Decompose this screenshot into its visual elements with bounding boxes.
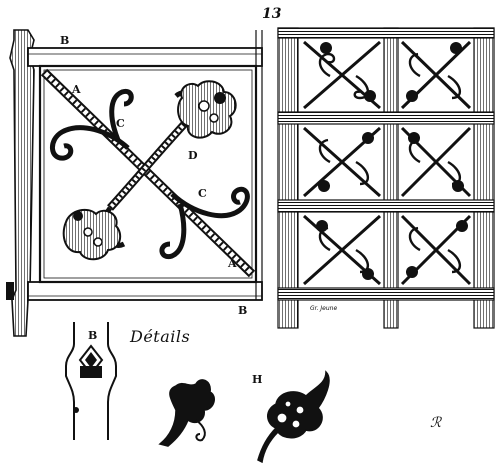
left-grille-panel <box>6 30 262 336</box>
engraver-credit: Gr. Jeune <box>310 305 338 312</box>
label-a-bottom: A <box>228 257 237 270</box>
plate-number: 13 <box>262 6 282 22</box>
leaf-detail-left <box>160 380 214 446</box>
artist-signature: ℛ <box>430 415 442 431</box>
label-b-detail: B <box>88 329 98 342</box>
label-b-bottom: B <box>238 304 248 317</box>
label-d: D <box>188 149 198 162</box>
details-title: Détails <box>130 327 191 346</box>
leaf-detail-right <box>258 372 329 462</box>
label-a-top: A <box>72 83 81 96</box>
label-c-upper: C <box>116 117 125 130</box>
label-c-lower: C <box>198 187 207 200</box>
label-b-top: B <box>60 34 70 47</box>
label-h-detail: H <box>252 373 263 386</box>
right-grille-panel <box>278 28 494 328</box>
leaf-ornament-upper <box>178 81 236 137</box>
leaf-ornament-lower <box>64 210 120 259</box>
